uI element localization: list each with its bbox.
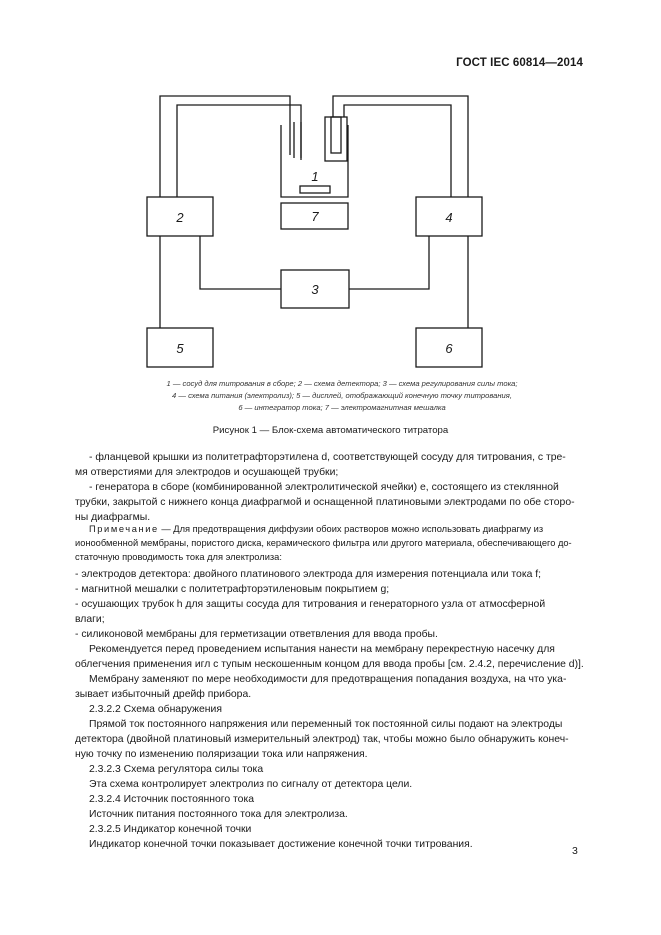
document-header: ГОСТ IEC 60814—2014 bbox=[456, 57, 583, 69]
body-line: - фланцевой крышки из политетрафторэтилена d, соответствующей сосуду для титрования, с тре- bbox=[89, 452, 566, 463]
body-line: детектора (двойной платиновый измерительный электрод) так, чтобы можно было обнаружить конеч- bbox=[75, 734, 569, 745]
body-line: облегчения применения игл с тупым нескошенным концом для ввода пробы [см. 2.4.2, перечисление d)]. bbox=[75, 659, 584, 670]
legend-line: 4 — схема питания (электролиз); 5 — дисплей, отображающий конечную точку титрования, bbox=[172, 391, 512, 400]
block-label-2: 2 bbox=[176, 210, 184, 225]
body-line: ную точку по изменению поляризации тока или напряжения. bbox=[75, 749, 368, 760]
body-line: - электродов детектора: двойного платинового электрода для измерения потенциала или тока f; bbox=[75, 569, 542, 580]
section-heading: 2.3.2.2 Схема обнаружения bbox=[89, 704, 222, 715]
page-number: 3 bbox=[572, 845, 578, 857]
note-line bbox=[89, 523, 543, 537]
legend-line: 1 — сосуд для титрования в сборе; 2 — схема детектора; 3 — схема регулирования силы тока; bbox=[166, 379, 518, 388]
body-line: - генератора в сборе (комбинированной электролитической ячейки) е, состоящего из стеклянной bbox=[89, 482, 559, 493]
block-label-3: 3 bbox=[311, 282, 319, 297]
body-line: Эта схема контролирует электролиз по сигналу от детектора цели. bbox=[89, 779, 413, 790]
note-text: — Для предотвращения диффузии обоих растворов можно использовать диафрагму из bbox=[158, 524, 544, 534]
body-line: - магнитной мешалки с политетрафторэтиленовым покрытием g; bbox=[75, 584, 390, 595]
body-line: Мембрану заменяют по мере необходимости для предотвращения попадания воздуха, на что ука- bbox=[89, 674, 567, 685]
body-line: Рекомендуется перед проведением испытания нанести на мембрану перекрестную насечку для bbox=[89, 644, 555, 655]
section-heading: 2.3.2.5 Индикатор конечной точки bbox=[89, 824, 252, 835]
figure-title: Рисунок 1 — Блок-схема автоматического титратора bbox=[212, 425, 449, 436]
body-line: ны диафрагмы. bbox=[75, 512, 151, 523]
body-line: Прямой ток постоянного напряжения или переменный ток постоянной силы подают на электроды bbox=[89, 719, 563, 730]
body-line: мя отверстиями для электродов и осушающей трубки; bbox=[75, 467, 339, 478]
titration-vessel bbox=[281, 117, 348, 197]
block-label-5: 5 bbox=[176, 341, 184, 356]
figure-legend bbox=[112, 378, 572, 414]
section-heading: 2.3.2.4 Источник постоянного тока bbox=[89, 794, 255, 805]
body-line: трубки, закрытой с нижнего конца диафрагмой и оснащенной платиновыми электродами по обе сторо- bbox=[75, 497, 575, 508]
block-label-1: 1 bbox=[311, 169, 319, 184]
block-diagram bbox=[0, 0, 661, 380]
body-line: - силиконовой мембраны для герметизации ответвления для ввода пробы. bbox=[75, 629, 438, 640]
note-line: ионообменной мембраны, пористого диска, керамического фильтра или другого материала, обеспечивающего до- bbox=[75, 538, 572, 548]
body-line: - осушающих трубок h для защиты сосуда для титрования и генераторного узла от атмосферной bbox=[75, 599, 546, 610]
block-label-7: 7 bbox=[311, 209, 319, 224]
section-heading: 2.3.2.3 Схема регулятора силы тока bbox=[89, 764, 264, 775]
note-line: статочную проводимость тока для электролиза: bbox=[75, 552, 282, 562]
block-label-4: 4 bbox=[445, 210, 453, 225]
legend-line: 6 — интегратор тока; 7 — электромагнитная мешалка bbox=[238, 403, 446, 412]
body-line: зывает избыточный дрейф прибора. bbox=[75, 689, 252, 700]
body-line: Индикатор конечной точки показывает достижение конечной точки титрования. bbox=[89, 839, 473, 850]
body-line: Источник питания постоянного тока для электролиза. bbox=[89, 809, 348, 820]
note-lead: Примечание bbox=[89, 524, 159, 534]
body-line: влаги; bbox=[75, 614, 105, 625]
block-label-6: 6 bbox=[445, 341, 453, 356]
